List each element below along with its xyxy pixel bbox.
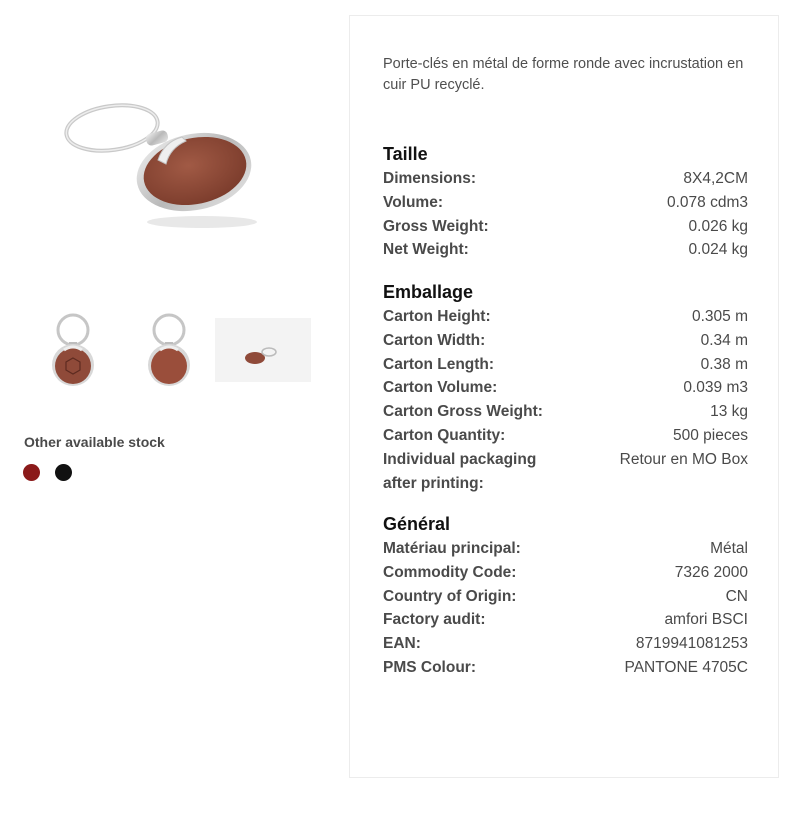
- section-title-emballage: Emballage: [383, 282, 474, 302]
- spec-label: Commodity Code:: [383, 563, 517, 581]
- section-title-general: Général: [383, 514, 451, 534]
- product-description: Porte-clés en métal de forme ronde avec incrustation en cuir PU recyclé.: [383, 56, 744, 93]
- color-swatch-red[interactable]: [23, 464, 40, 481]
- spec-label: Matériau principal:: [383, 540, 521, 557]
- spec-row: [383, 305, 748, 329]
- spec-label: PMS Colour:: [383, 658, 476, 676]
- spec-row: [383, 632, 748, 656]
- spec-value: 0.305 m: [691, 308, 748, 325]
- spec-value: 0.024 kg: [688, 241, 748, 259]
- spec-label: Net Weight:: [383, 241, 469, 259]
- spec-label: Country of Origin:: [383, 587, 517, 605]
- spec-value: 0.078 cdm3: [667, 193, 748, 211]
- spec-row: [383, 215, 748, 239]
- spec-label: Volume:: [383, 193, 443, 211]
- spec-value: 0.38 m: [700, 355, 748, 373]
- spec-value: 13 kg: [710, 403, 748, 421]
- spec-label: Dimensions:: [383, 170, 477, 187]
- spec-label: EAN:: [383, 635, 421, 653]
- spec-value: 0.026 kg: [688, 217, 748, 235]
- color-swatch-black[interactable]: [55, 464, 72, 481]
- spec-label: Carton Gross Weight:: [383, 403, 543, 421]
- spec-value: 7326 2000: [674, 563, 748, 581]
- spec-label: Individual packaging after printing:: [383, 450, 537, 492]
- spec-row: [383, 608, 748, 632]
- other-stock-label: Other available stock: [24, 434, 165, 450]
- spec-row: [383, 238, 748, 262]
- spec-value: amfori BSCI: [664, 611, 748, 629]
- spec-label: Gross Weight:: [383, 217, 489, 235]
- spec-value: CN: [725, 587, 748, 605]
- spec-label: Carton Width:: [383, 331, 486, 349]
- spec-row: [383, 400, 748, 424]
- spec-label: Carton Quantity:: [383, 426, 506, 444]
- thumbnail-strip: [24, 310, 314, 390]
- product-details-panel: [349, 15, 779, 778]
- product-main-image[interactable]: [52, 92, 272, 232]
- spec-row: [383, 537, 748, 561]
- spec-value: 0.34 m: [700, 331, 748, 349]
- thumbnail-3[interactable]: [215, 318, 311, 382]
- spec-row: [383, 376, 748, 400]
- thumbnail-2[interactable]: [120, 310, 216, 388]
- spec-row: [383, 448, 748, 496]
- spec-value: PANTONE 4705C: [624, 658, 748, 676]
- spec-value: Métal: [710, 540, 748, 557]
- spec-row: [383, 561, 748, 585]
- thumbnail-1[interactable]: [24, 310, 120, 388]
- spec-row: [383, 167, 748, 191]
- spec-value: Retour en MO Box: [619, 450, 748, 468]
- spec-label: Carton Height:: [383, 308, 491, 325]
- spec-row: [383, 329, 748, 353]
- spec-value: 0.039 m3: [683, 379, 748, 397]
- spec-label: Carton Length:: [383, 355, 495, 373]
- spec-row: [383, 353, 748, 377]
- spec-value: 8719941081253: [635, 635, 748, 653]
- spec-label: Carton Volume:: [383, 379, 498, 397]
- spec-row: [383, 424, 748, 448]
- spec-value: 500 pieces: [673, 426, 748, 444]
- spec-label: Factory audit:: [383, 611, 486, 629]
- section-general: [383, 513, 748, 680]
- section-title-taille: Taille: [383, 144, 428, 164]
- spec-value: 8X4,2CM: [683, 170, 748, 187]
- spec-row: [383, 585, 748, 609]
- spec-row: [383, 191, 748, 215]
- spec-row: [383, 656, 748, 680]
- section-taille: [383, 143, 748, 262]
- section-emballage: [383, 281, 748, 495]
